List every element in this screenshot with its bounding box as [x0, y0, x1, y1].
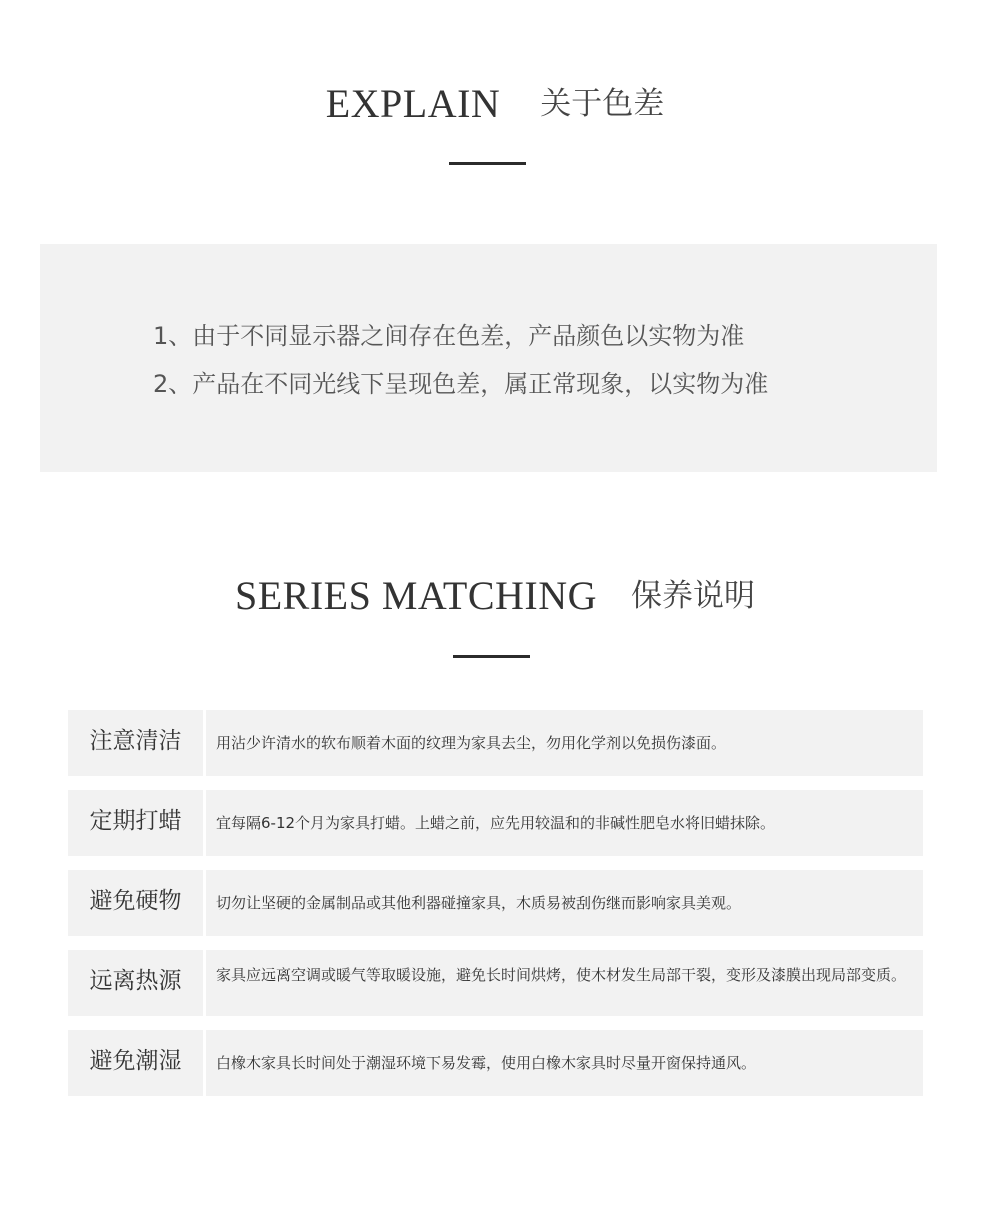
care-description: 切勿让坚硬的金属制品或其他利器碰撞家具，木质易被刮伤继而影响家具美观。	[206, 870, 923, 936]
care-row-heat	[68, 950, 923, 1016]
explain-title-cn: 关于色差	[540, 85, 665, 122]
care-label: 注意清洁	[68, 710, 203, 776]
explain-divider	[449, 162, 526, 165]
care-row-cleaning	[68, 710, 923, 776]
color-difference-notes	[40, 244, 937, 472]
series-heading	[0, 573, 990, 618]
care-row-hard-objects	[68, 870, 923, 936]
series-title-cn: 保养说明	[630, 577, 755, 614]
care-description: 白橡木家具长时间处于潮湿环境下易发霉，使用白橡木家具时尽量开窗保持通风。	[206, 1030, 923, 1096]
series-title-en: SERIES MATCHING	[235, 573, 597, 618]
care-label: 远离热源	[68, 950, 203, 1016]
care-row-humidity	[68, 1030, 923, 1096]
series-divider	[453, 655, 530, 658]
care-row-waxing	[68, 790, 923, 856]
care-label: 避免硬物	[68, 870, 203, 936]
care-label: 定期打蜡	[68, 790, 203, 856]
care-description: 宜每隔6-12个月为家具打蜡。上蜡之前，应先用较温和的非碱性肥皂水将旧蜡抹除。	[206, 790, 923, 856]
explain-heading	[0, 81, 990, 126]
care-description: 家具应远离空调或暖气等取暖设施，避免长时间烘烤，使木材发生局部干裂，变形及漆膜出现局部变质。	[206, 950, 923, 1016]
note-line-2: 2、产品在不同光线下呈现色差，属正常现象，以实物为准	[153, 370, 769, 398]
note-line-1: 1、由于不同显示器之间存在色差，产品颜色以实物为准	[153, 322, 745, 350]
care-label: 避免潮湿	[68, 1030, 203, 1096]
explain-title-en: EXPLAIN	[325, 81, 501, 126]
care-description: 用沾少许清水的软布顺着木面的纹理为家具去尘，勿用化学剂以免损伤漆面。	[206, 710, 923, 776]
